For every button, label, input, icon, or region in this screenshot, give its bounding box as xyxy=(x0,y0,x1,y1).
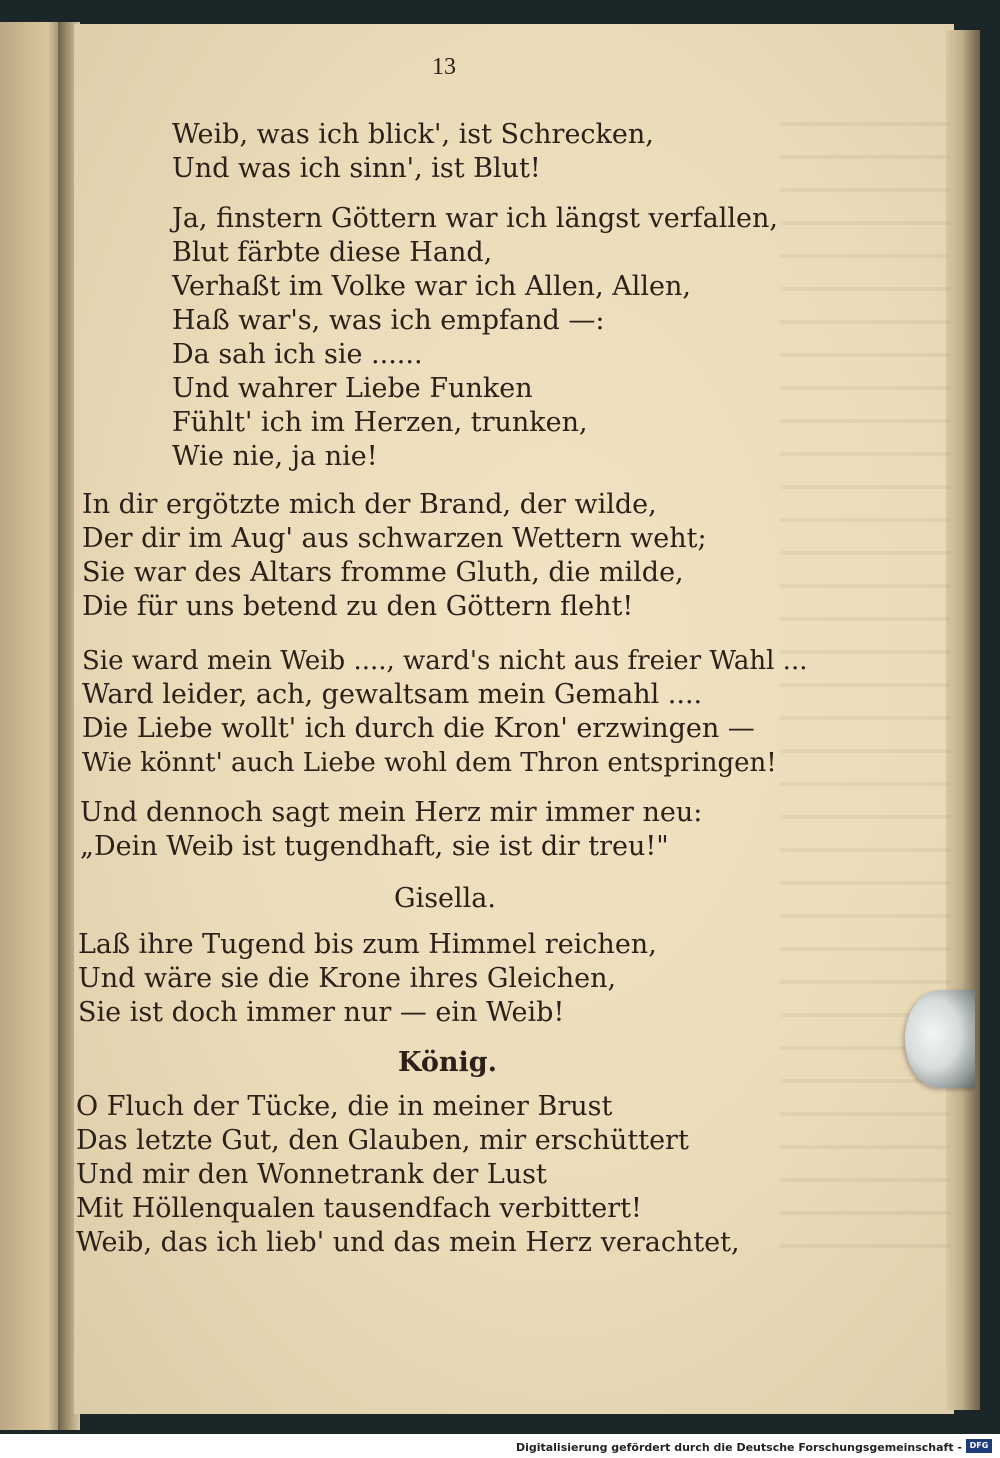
verse-line: Da sah ich sie ...... xyxy=(172,339,423,370)
verse-line: Ward leider, ach, gewaltsam mein Gemahl .... xyxy=(82,679,703,710)
verse-line: Sie ward mein Weib ...., ward's nicht aus freier Wahl ... xyxy=(82,646,808,676)
verse-line: Der dir im Aug' aus schwarzen Wettern weht; xyxy=(82,523,707,554)
verse-line: Weib, was ich blick', ist Schrecken, xyxy=(172,119,654,150)
verse-line: Das letzte Gut, den Glauben, mir erschüttert xyxy=(76,1125,689,1156)
digitization-credit: Digitalisierung gefördert durch die Deutsche Forschungsgemeinschaft - xyxy=(515,1441,962,1454)
verse-line: Die Liebe wollt' ich durch die Kron' erzwingen — xyxy=(82,713,755,744)
verse-line: Haß war's, was ich empfand —: xyxy=(172,305,605,336)
verse-line: Und mir den Wonnetrank der Lust xyxy=(76,1159,547,1190)
dfg-logo: DFG xyxy=(966,1439,992,1453)
verse-line: Sie war des Altars fromme Gluth, die milde, xyxy=(82,557,684,588)
verse-line: Verhaßt im Volke war ich Allen, Allen, xyxy=(172,271,691,302)
page-stack-edge xyxy=(946,30,980,1410)
verse-line: Wie könnt' auch Liebe wohl dem Thron entspringen! xyxy=(82,748,777,778)
speaker-heading-gisella: Gisella. xyxy=(394,883,496,914)
verse-line: „Dein Weib ist tugendhaft, sie ist dir treu!" xyxy=(80,831,669,862)
verse-line: Laß ihre Tugend bis zum Himmel reichen, xyxy=(78,929,657,960)
verse-line: Sie ist doch immer nur — ein Weib! xyxy=(78,997,565,1028)
verse-line: Mit Höllenqualen tausendfach verbittert! xyxy=(76,1193,642,1224)
verse-line: Wie nie, ja nie! xyxy=(172,441,378,472)
verse-line: In dir ergötzte mich der Brand, der wilde, xyxy=(82,489,657,520)
verse-line: Blut färbte diese Hand, xyxy=(172,237,493,268)
verse-line: Und wahrer Liebe Funken xyxy=(172,373,533,404)
verse-line: Die für uns betend zu den Göttern fleht! xyxy=(82,591,634,622)
verse-line: Fühlt' ich im Herzen, trunken, xyxy=(172,407,588,438)
speaker-heading-koenig: König. xyxy=(398,1047,498,1078)
left-page-edge xyxy=(0,22,64,1430)
verse-line: Und was ich sinn', ist Blut! xyxy=(172,153,541,184)
page-clip xyxy=(905,990,975,1088)
verse-line: Und wäre sie die Krone ihres Gleichen, xyxy=(78,963,617,994)
page-number: 13 xyxy=(432,54,456,80)
verse-line: Weib, das ich lieb' und das mein Herz verachtet, xyxy=(76,1227,740,1258)
verse-line: Und dennoch sagt mein Herz mir immer neu: xyxy=(80,797,703,828)
verse-line: O Fluch der Tücke, die in meiner Brust xyxy=(76,1091,613,1122)
verse-line: Ja, finstern Göttern war ich längst verfallen, xyxy=(172,203,778,234)
